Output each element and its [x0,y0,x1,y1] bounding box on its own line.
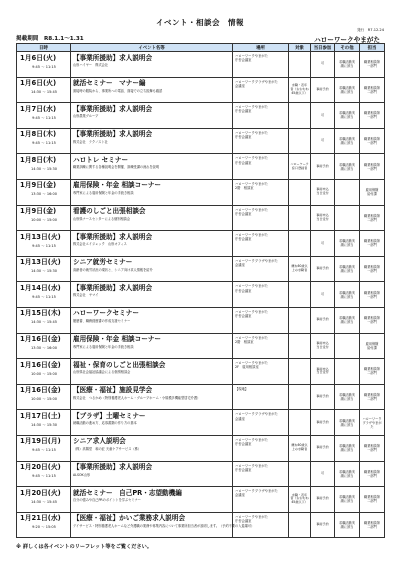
cell-date [17,205,71,231]
cell-place: ハローワークやまがた 庁舎会議室 [233,461,289,487]
cell-target [289,179,311,205]
cell-target [289,231,311,257]
cell-event [71,179,233,205]
cell-date [17,410,71,436]
cell-charge: 職業相談第 一部門 [360,231,385,257]
cell-place: ハローワークプラザやまがた 会議室 [233,487,289,513]
event-date: 1月13日(火) [20,258,61,267]
table-row [17,205,385,231]
cell-date [17,384,71,410]
table-row [17,282,385,308]
cell-other: 求職活動実 績に該当 [335,128,360,154]
cell-target: ハローワーク 窓口登録者 [289,154,311,180]
cell-event [71,359,233,385]
event-detail: 株式会社 つるかめ（特別養護老人ホーム・グループホーム・小規模多機能型居宅介護） [73,395,201,400]
cell-target [289,103,311,129]
footer-note: ※ 詳しくは各イベントのリーフレット等をご覧ください。 [16,544,153,550]
cell-apply: 可 [311,103,335,129]
event-detail: 山形ハイヤー 株式会社 [73,63,109,67]
event-name: 福祉・保育のしごと出張相談会 [73,360,166,369]
cell-date [17,487,71,513]
event-detail: 株式会社 ヤマイ [73,293,99,298]
cell-event [71,410,233,436]
table-row [17,256,385,282]
cell-apply: 事前予約 [311,384,335,410]
cell-place: ハローワークやまがた 庁舎会議室 [233,154,289,180]
col-header-charge: 担当 [360,44,385,52]
cell-date [17,333,71,359]
event-date: 1月9日(金) [20,207,57,216]
cell-place: ハローワークやまがた 2階 相談室 [233,333,289,359]
cell-place: ハローワークやまがた 庁舎会議室 [233,307,289,333]
cell-event [71,435,233,461]
event-name: 【事業所援助】求人説明会 [73,232,153,241]
col-header-apply: 当日参加 [311,44,335,52]
event-name: 【事業所援助】求人説明会 [73,104,153,113]
cell-charge: 職業相談第 一部門 [360,154,385,180]
event-date: 1月15日(木) [20,309,61,318]
table-row [17,154,385,180]
event-date: 1月6日(火) [20,79,57,88]
event-detail: 就職活動の進め方、応募書類の作り方の基本 [73,421,137,426]
cell-target [289,333,311,359]
cell-charge: 雇用保険 給付課 [360,333,385,359]
cell-target [289,359,311,385]
event-name: 就活セミナー 自己PR・志望動機編 [73,488,182,497]
cell-apply: 事前予約 [311,410,335,436]
cell-date [17,461,71,487]
event-date: 1月9日(金) [20,181,57,190]
table-row [17,487,385,513]
event-time: 9:45 ～ 11:15 [32,448,56,453]
cell-event [71,256,233,282]
event-name: シニア就労セミナー [73,258,133,267]
cell-place: ハローワークやまがた 庁舎会議室 [233,205,289,231]
cell-event [71,282,233,308]
cell-apply: 事前予約 [311,487,335,513]
cell-place: ハローワークやまがた 庁舎会議室 [233,52,289,78]
event-name: 【プラザ】土曜セミナー [73,411,146,420]
event-date: 1月21日(水) [20,514,61,523]
table-row [17,52,385,78]
cell-charge: 職業相談第 二部門 [360,384,385,410]
cell-place: ハローワークプラザやまがた 会議室 [233,256,289,282]
cell-target: 概ね60歳以 上の求職者 [289,256,311,282]
cell-event [71,103,233,129]
cell-other: 求職活動実 績に該当 [335,410,360,436]
cell-place: ハローワークやまがた 2階 相談室 [233,179,289,205]
cell-date [17,179,71,205]
cell-other: 求職活動実 績に該当 [335,77,360,103]
cell-charge: 職業相談第 一部門 [360,435,385,461]
col-header-place: 場所 [233,44,289,52]
cell-date [17,128,71,154]
cell-other [335,179,360,205]
cell-charge: 職業相談第 一部門 [360,307,385,333]
cell-target [289,384,311,410]
cell-target [289,52,311,78]
cell-event [71,154,233,180]
event-detail: 面接時の服装から、事業所への電話、面接での立ち振舞も確認 [73,88,163,93]
cell-other: 求職活動実 績に該当 [335,256,360,282]
cell-apply: 可 [311,128,335,154]
event-name: シニア求人説明会 [73,437,126,446]
cell-place: ハローワークプラザやまがた 会議室 [233,410,289,436]
event-detail: 山形農業グループ [73,114,99,119]
listing-period: 掲載期間 R8.1.1～1.31 [16,36,84,42]
cell-place: 【現地】 [233,384,289,410]
event-detail: 株式会社 テクノスト社 [73,139,108,144]
event-detail: 高齢者の就労状況の現状と、シニア向け求人情報を紹介 [73,267,153,272]
cell-other: 求職活動実 績に該当 [335,461,360,487]
event-time: 14:30 ～ 15:45 [31,90,57,95]
event-detail: デイサービス・特別養護老人ホームなど介護職の業務や募集内容について事業所担当者が説明します。（予約不要の入退場可） [73,523,255,528]
cell-apply: 可 [311,231,335,257]
table-row [17,384,385,410]
table-row [17,435,385,461]
cell-charge: 職業相談第 一部門 [360,461,385,487]
cell-apply: 事前予約 [311,154,335,180]
cell-charge: 職業相談第 一部門 [360,52,385,78]
event-name: 【事業所援助】求人説明会 [73,463,153,471]
event-date: 1月13日(火) [20,232,61,241]
event-name: 【事業所援助】求人説明会 [73,53,153,62]
cell-charge: 職業相談第 二部門 [360,512,385,538]
event-time: 10:00 ～ 15:00 [31,397,57,402]
cell-target: 求職・若年 者（おおむね 45歳以下） [289,487,311,513]
cell-target [289,307,311,333]
event-date: 1月7日(水) [20,104,57,113]
cell-charge: 職業相談第 一部門 [360,128,385,154]
event-detail: 株式会社エイジェック 山形オフィス [73,242,127,247]
cell-charge: 雇用保険 給付課 [360,179,385,205]
col-header-other: その他 [335,44,360,52]
cell-date [17,231,71,257]
event-name: 【医療・福祉】かいご業務求人説明会 [73,514,186,523]
cell-other: 求職活動実 績に該当 [335,52,360,78]
cell-date [17,77,71,103]
event-date: 1月6日(火) [20,53,57,62]
col-header-date: 日時 [17,44,71,52]
event-schedule-table [16,43,385,538]
event-time: 14:30 ～ 15:30 [31,269,57,274]
cell-date [17,103,71,129]
event-detail: 専門家による雇用保険と年金の手続き相談 [73,344,134,349]
event-detail: 職業訓練に関する各種説明会を開催、訓練受講の流れを説明 [73,165,160,170]
event-name: ハローワークセミナー [73,309,139,318]
cell-date [17,512,71,538]
table-row [17,128,385,154]
table-row [17,103,385,129]
event-time: 13:30 ～ 16:00 [31,346,57,351]
cell-target [289,512,311,538]
cell-apply: 可 [311,461,335,487]
cell-charge: 職業相談第 一部門 [360,256,385,282]
cell-charge: ハローワーク プラザやまが た [360,410,385,436]
cell-event [71,384,233,410]
event-date: 1月16日(金) [20,335,61,344]
cell-event [71,461,233,487]
event-name: 【事業所援助】求人説明会 [73,283,153,292]
table-row [17,231,385,257]
event-name: ハロトレ セミナー [73,155,129,164]
cell-place: ハローワークやまがた 庁舎会議室 [233,282,289,308]
cell-charge: 職業相談第 二部門 [360,77,385,103]
table-row [17,359,385,385]
cell-apply: 可 [311,52,335,78]
cell-target [289,282,311,308]
event-detail: ALSOK山形 [73,472,90,477]
cell-other [335,333,360,359]
cell-target [289,205,311,231]
cell-place: ハローワークやまがた 庁舎会議室 [233,435,289,461]
event-time: 10:00 ～ 15:00 [31,371,57,376]
cell-apply: 事前予約 [311,77,335,103]
cell-place: ハローワークプラザやまがた 会議室 [233,77,289,103]
cell-other: 求職活動実 績に該当 [335,154,360,180]
event-time: 9:45 ～ 11:15 [32,64,56,69]
event-time: 13:30 ～ 16:00 [31,192,57,197]
cell-apply: 事前予約 [311,435,335,461]
event-date: 1月17日(土) [20,411,61,420]
cell-place: ハローワークやまがた 庁舎会議室 [233,512,289,538]
cell-date [17,435,71,461]
cell-other: 求職活動実 績に該当 [335,307,360,333]
cell-other: 求職活動実 績に該当 [335,103,360,129]
cell-target: 求職・若年 者（おおむね 45歳以下） [289,77,311,103]
cell-date [17,359,71,385]
event-date: 1月20日(火) [20,463,61,471]
event-time: 10:00 ～ 15:00 [31,218,57,223]
cell-apply: 事前申込 当日受付 [311,179,335,205]
event-time: 14:30 ～ 15:45 [31,320,57,325]
event-time: 14:30 ～ 15:45 [31,499,57,504]
cell-place: ハローワークやまがた 庁舎会議室 [233,128,289,154]
event-time: 9:45 ～ 11:15 [32,141,56,146]
table-row [17,512,385,538]
table-row [17,179,385,205]
cell-other: 求職活動実 績に該当 [335,512,360,538]
event-name: 就活セミナー マナー編 [73,79,146,88]
event-detail: 山形県ナースセンターによる個別相談会 [73,216,131,221]
event-name: 【医療・福祉】施設見学会 [73,386,153,395]
cell-event [71,77,233,103]
cell-other: 求職活動実 績に該当 [335,487,360,513]
col-header-target: 対象 [289,44,311,52]
col-header-event: イベント名等 [71,44,233,52]
cell-charge: 職業相談第 二部門 [360,487,385,513]
event-time: 9:45 ～ 11:15 [32,474,56,478]
event-time: 9:20 ～ 15:05 [32,525,56,530]
event-time: 9:45 ～ 11:15 [32,243,56,248]
cell-event [71,333,233,359]
event-name: 看護のしごと出張相談会 [73,207,146,216]
cell-event [71,205,233,231]
table-row [17,333,385,359]
cell-target [289,128,311,154]
issued-date: 発行 R7.12.24 [357,28,384,32]
cell-apply: 事前予約 [311,512,335,538]
cell-charge: 職業相談第 一部門 [360,103,385,129]
table-row [17,410,385,436]
cell-target: 概ね60歳以 上の求職者 [289,435,311,461]
cell-date [17,307,71,333]
cell-event [71,307,233,333]
cell-apply: 事前申込 当日受付 [311,205,335,231]
event-time: 14:30 ～ 15:30 [31,422,57,427]
event-detail: 履歴書、職務経歴書の作成支援セミナー [73,318,131,323]
cell-apply: 事前申込 当日受付 [311,359,335,385]
event-date: 1月16日(金) [20,360,61,369]
cell-other: 求職活動実 績に該当 [335,231,360,257]
page-title: イベント・相談会 情報 [156,18,244,27]
cell-date [17,154,71,180]
event-detail: （株）高陽堂 和の匠 天童ケアサービス（株） [73,446,141,451]
event-date: 1月8日(木) [20,130,57,139]
cell-event [71,231,233,257]
event-time: 14:30 ～ 15:30 [31,166,57,171]
cell-apply: 事前申込 当日受付 [311,333,335,359]
cell-date [17,52,71,78]
cell-place: ハローワークやまがた 庁舎会議室 [233,103,289,129]
cell-other: 求職活動実 績に該当 [335,282,360,308]
event-name: 雇用保険・年金 相談コーナー [73,181,162,190]
cell-apply: 事前予約 [311,307,335,333]
event-detail: 自分の強みや自己PRのポイントを学ぶセミナー [73,498,141,503]
cell-event [71,52,233,78]
cell-other: 求職活動実 績に該当 [335,384,360,410]
table-row [17,461,385,487]
cell-charge: 職業相談第 一部門 [360,282,385,308]
event-date: 1月8日(木) [20,155,57,164]
event-time: 9:45 ～ 11:15 [32,115,56,120]
event-date: 1月14日(水) [20,283,61,292]
event-date: 1月19日(月) [20,437,61,446]
cell-apply: 事前予約 [311,256,335,282]
event-name: 【事業所援助】求人説明会 [73,130,153,139]
cell-charge: 職業相談第 二部門 [360,359,385,385]
table-row [17,77,385,103]
cell-apply: 可 [311,282,335,308]
cell-event [71,487,233,513]
cell-place: ハローワークやまがた 2F 雇用相談室 [233,359,289,385]
event-detail: 山形県社会福祉協議会による個別相談会 [73,370,131,375]
cell-other [335,205,360,231]
event-detail: 専門家による雇用保険と年金の手続き相談 [73,190,134,195]
cell-other [335,359,360,385]
cell-place: ハローワークやまがた 庁舎会議室 [233,231,289,257]
table-body [17,52,385,538]
event-name: 雇用保険・年金 相談コーナー [73,335,162,344]
cell-target [289,410,311,436]
cell-date [17,256,71,282]
cell-event [71,128,233,154]
cell-date [17,282,71,308]
table-row [17,307,385,333]
cell-other: 求職活動実 績に該当 [335,435,360,461]
event-date: 1月20日(火) [20,488,61,497]
event-date: 1月16日(金) [20,386,61,395]
table-header-row [17,44,385,52]
office-name: ハローワークやまがた [314,36,380,44]
cell-target [289,461,311,487]
event-time: 9:45 ～ 11:15 [32,294,56,299]
cell-charge: 職業相談第 二部門 [360,205,385,231]
